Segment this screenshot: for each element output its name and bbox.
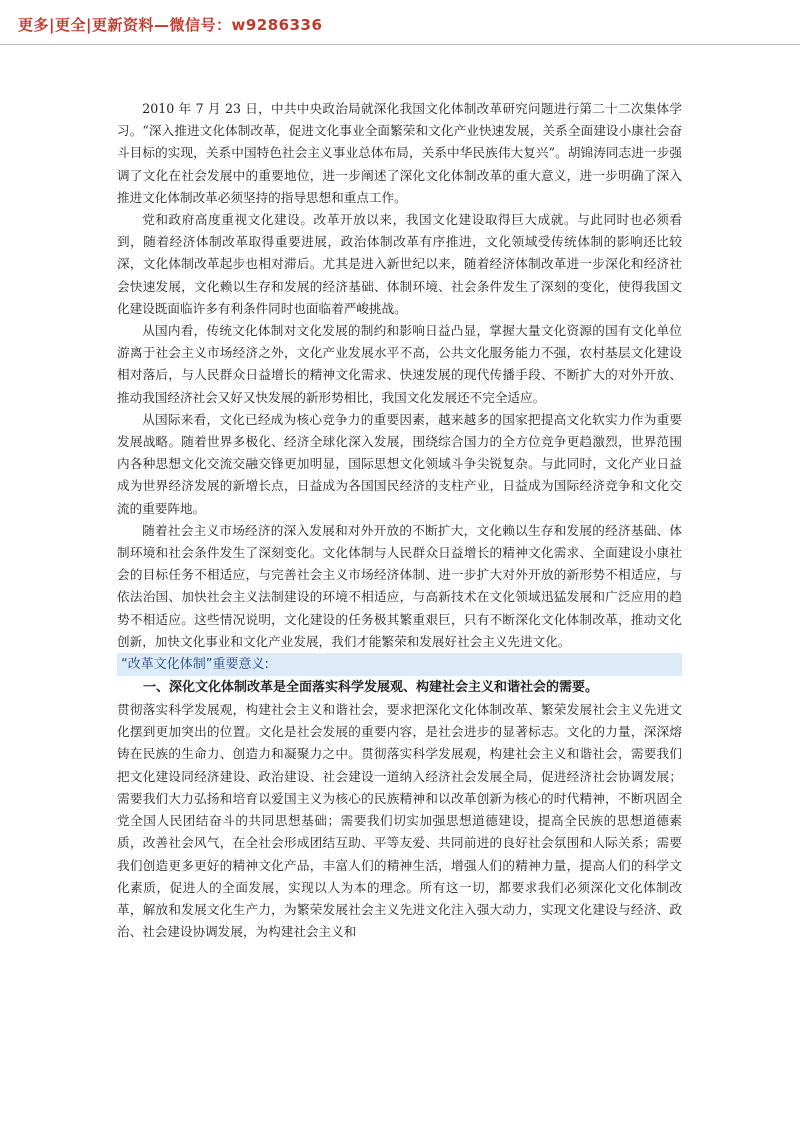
paragraph: 2010 年 7 月 23 日，中共中央政治局就深化我国文化体制改革研究问题进行第二十二次集体学习。“深入推进文化体制改革，促进文化事业全面繁荣和文化产业快速发展，关系全面建设小康社会奋斗目标的实现，关系中国特色社会主义事业总体布局，关系中华民族伟大复兴”。胡锦涛同志进一步强调了文化在社会发展中的重要地位，进一步阐述了深化文化体制改革的重大意义，进一步明确了深入推进文化体制改革必须坚持的指导思想和重点工作。 xyxy=(117,101,682,205)
paragraph: 党和政府高度重视文化建设。改革开放以来，我国文化建设取得巨大成就。与此同时也必须看到，随着经济体制改革取得重要进展，政治体制改革有序推进，文化领域受传统体制的影响还比较深，文化体制改革起步也相对滞后。尤其是进入新世纪以来，随着经济体制改革进一步深化和经济社会快速发展，文化赖以生存和发展的经济基础、体制环境、社会条件发生了深刻的变化，使得我国文化建设既面临许多有利条件同时也面临着严峻挑战。 xyxy=(117,212,682,316)
subheading: 一、深化文化体制改革是全面落实科学发展观、构建社会主义和谐社会的需要。 xyxy=(143,680,599,696)
paragraph: 从国际来看，文化已经成为核心竞争力的重要因素，越来越多的国家把提高文化软实力作为重要发展战略。随着世界多极化、经济全球化深入发展，围绕综合国力的全方位竞争更趋激烈，世界范围内各种思想文化交流交融交锋更加明显，国际思想文化领域斗争尖锐复杂。与此同时，文化产业日益成为世界经济发展的新增长点，日益成为各国国民经济的支柱产业，日益成为国际经济竞争和文化交流的重要阵地。 xyxy=(117,411,682,516)
header-divider xyxy=(0,44,800,45)
paragraph: 贯彻落实科学发展观，构建社会主义和谐社会，要求把深化文化体制改革、繁荣发展社会主义先进文化摆到更加突出的位置。文化是社会发展的重要内容，是社会进步的显著标志。文化的力量，深深熔铸在民族的生命力、创造力和凝聚力之中。贯彻落实科学发展观，构建社会主义和谐社会，需要我们把文化建设同经济建设、政治建设、社会建设一道纳入经济社会发展全局，促进经济社会协调发展；需要我们大力弘扬和培育以爱国主义为核心的民族精神和以改革创新为核心的时代精神，不断巩固全党全国人民团结奋斗的共同思想基础；需要我们切实加强思想道德建设，提高全民族的思想道德素质，改善社会风气，在全社会形成团结互助、平等友爱、共同前进的良好社会氛围和人际关系；需要我们创造更多更好的精神文化产品，丰富人们的精神生活，增强人们的精神力量，提高人们的科学文化素质，促进人的全面发展，实现以人为本的理念。所有这一切，都要求我们必须深化文化体制改革，解放和发展文化生产力，为繁荣发展社会主义先进文化注入强大动力，实现文化建设与经济、政治、社会建设协调发展，为构建社会主义和 xyxy=(117,702,682,940)
paragraph: 从国内看，传统文化体制对文化发展的制约和影响日益凸显，掌握大量文化资源的国有文化单位游离于社会主义市场经济之外，文化产业发展水平不高，公共文化服务能力不强，农村基层文化建设相对落后，与人民群众日益增长的精神文化需求、快速发展的现代传播手段、不断扩大的对外开放、推动我国经济社会又好又快发展的新形势相比，我国文化发展还不完全适应。 xyxy=(117,323,682,405)
paragraph: 随着社会主义市场经济的深入发展和对外开放的不断扩大，文化赖以生存和发展的经济基础、体制环境和社会条件发生了深刻变化。文化体制与人民群众日益增长的精神文化需求、全面建设小康社会的目标任务不相适应，与完善社会主义市场经济体制、进一步扩大对外开放的新形势不相适应，与依法治国、加快社会主义法制建设的环境不相适应，与高新技术在文化领域迅猛发展和广泛应用的趋势不相适应。这些情况说明，文化建设的任务极其繁重艰巨，只有不断深化文化体制改革，推动文化创新，加快文化事业和文化产业发展，我们才能繁荣和发展好社会主义先进文化。 xyxy=(117,522,682,649)
document-body xyxy=(117,98,682,943)
section-heading: “改革文化体制”重要意义: xyxy=(117,653,682,676)
header-banner: 更多|更全|更新资料—微信号：w9286336 xyxy=(18,16,323,34)
